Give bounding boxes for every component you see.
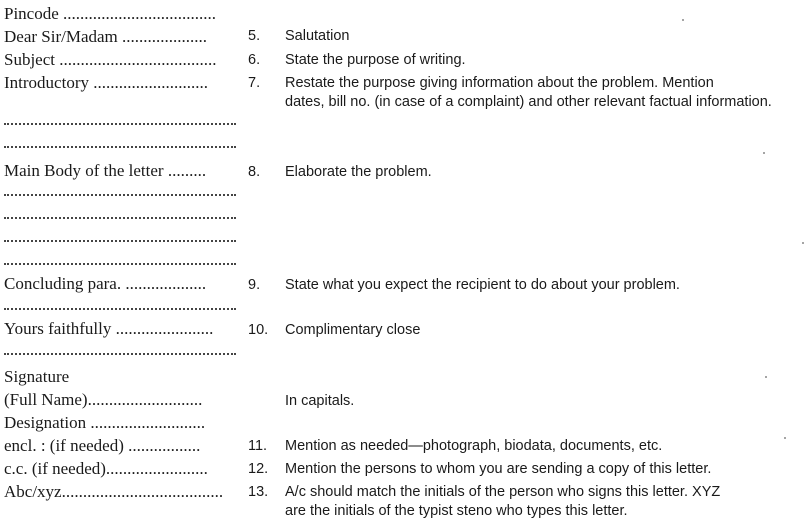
field-subject: Subject ..................................... [4, 50, 217, 69]
instruction-full-name: In capitals. [285, 393, 355, 409]
instruction-number: 6. [248, 52, 261, 68]
field-pincode: Pincode .................................... [4, 4, 217, 23]
instruction-concluding: State what you expect the recipient to do about your problem. [285, 277, 680, 293]
dotted-line [4, 234, 236, 242]
instruction-number: 13. [248, 484, 269, 500]
instruction-salutation: Salutation [285, 28, 350, 44]
dotted-line [4, 302, 236, 310]
dotted-line [4, 347, 236, 355]
instruction-number: 10. [248, 322, 269, 338]
dotted-line [4, 140, 236, 148]
instruction-number: 5. [248, 28, 261, 44]
instruction-introductory-cont: dates, bill no. (in case of a complaint) and other relevant factual information. [285, 94, 772, 110]
field-main-body: Main Body of the letter ......... [4, 161, 207, 180]
instruction-number: 8. [248, 164, 261, 180]
scan-speck [802, 242, 804, 244]
dotted-line [4, 117, 236, 125]
instruction-number: 9. [248, 277, 261, 293]
field-introductory: Introductory ........................... [4, 73, 208, 92]
scan-speck [765, 376, 767, 378]
instruction-introductory: Restate the purpose giving information about the problem. Mention [285, 75, 714, 91]
dotted-line [4, 257, 236, 265]
instruction-cc: Mention the persons to whom you are sending a copy of this letter. [285, 461, 712, 477]
field-yours-faithfully: Yours faithfully ....................... [4, 319, 214, 338]
dotted-line [4, 188, 236, 196]
field-signature: Signature [4, 367, 70, 386]
instruction-complimentary-close: Complimentary close [285, 322, 421, 338]
scan-speck [763, 152, 765, 154]
scan-speck [784, 437, 786, 439]
field-concluding-para: Concluding para. ................... [4, 274, 207, 293]
field-full-name: (Full Name)........................... [4, 390, 203, 409]
field-enclosures: encl. : (if needed) ................. [4, 436, 201, 455]
field-reference-initials: Abc/xyz...................................... [4, 482, 224, 501]
instruction-number: 12. [248, 461, 269, 477]
field-salutation: Dear Sir/Madam .................... [4, 27, 208, 46]
instruction-enclosures: Mention as needed—photograph, biodata, documents, etc. [285, 438, 663, 454]
instruction-reference-initials: A/c should match the initials of the person who signs this letter. XYZ [285, 484, 721, 500]
field-designation: Designation ........................... [4, 413, 206, 432]
instruction-reference-initials-cont: are the initials of the typist steno who types this letter. [285, 503, 628, 519]
instruction-main-body: Elaborate the problem. [285, 164, 432, 180]
instruction-number: 7. [248, 75, 261, 91]
dotted-line [4, 211, 236, 219]
field-cc: c.c. (if needed)........................ [4, 459, 208, 478]
scan-speck [682, 19, 684, 21]
instruction-number: 11. [248, 438, 268, 454]
instruction-subject: State the purpose of writing. [285, 52, 466, 68]
